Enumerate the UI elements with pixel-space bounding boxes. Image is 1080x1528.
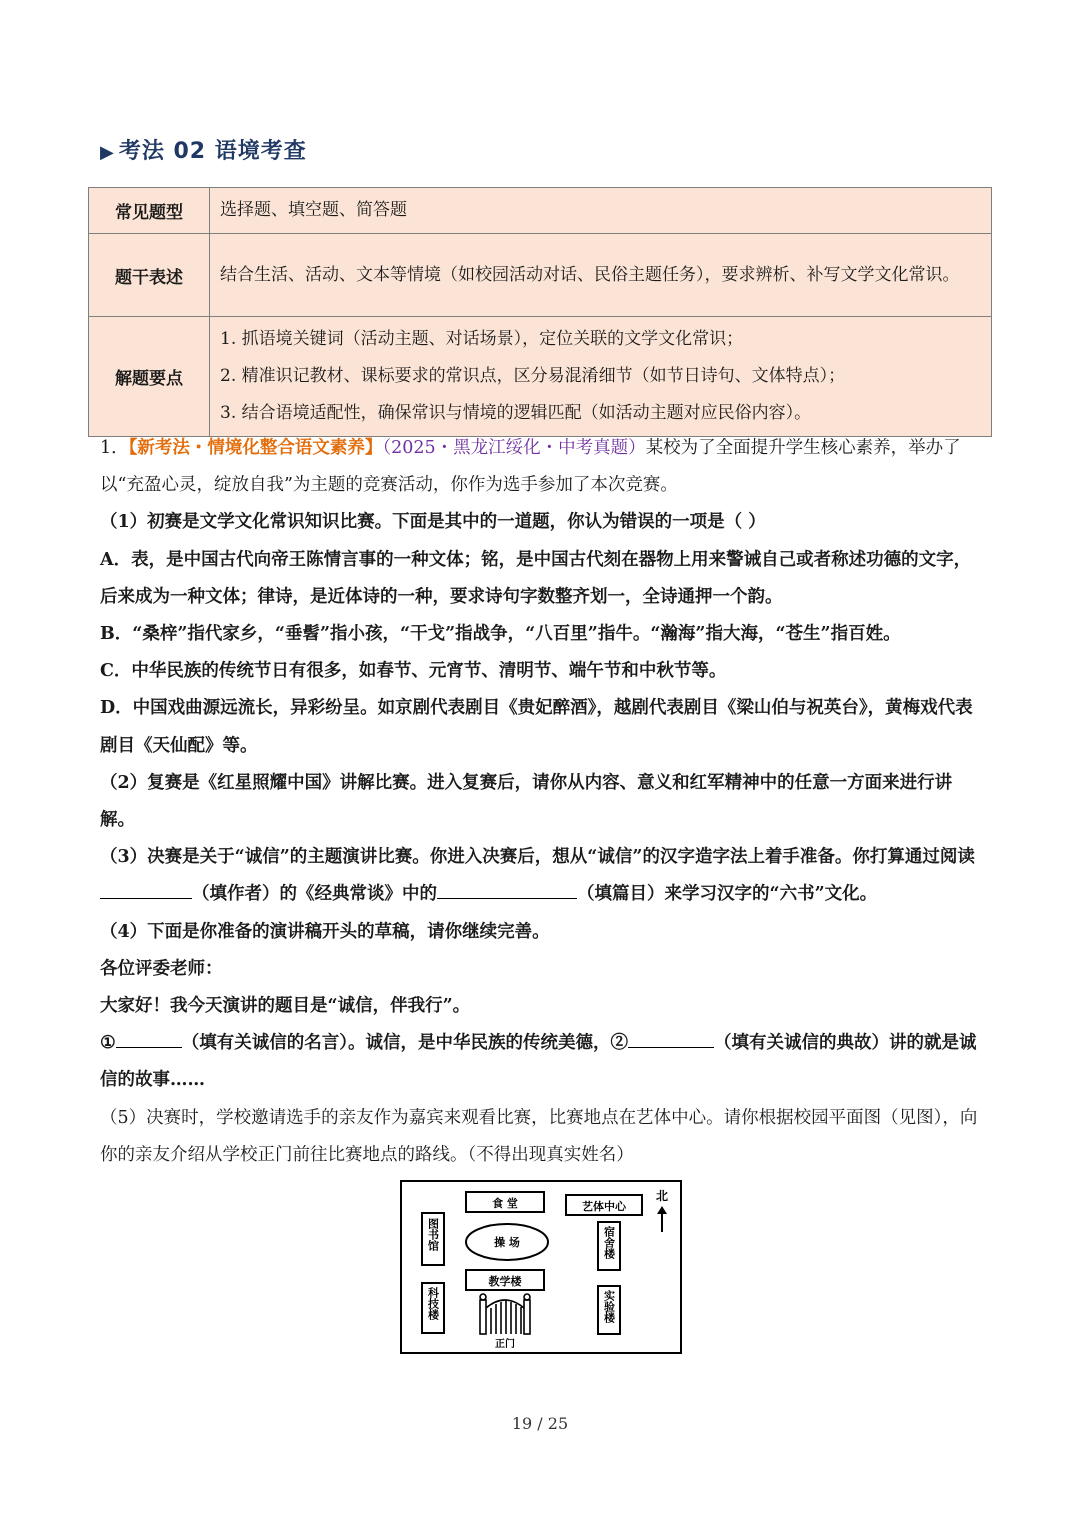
row-value: 结合生活、活动、文本等情境（如校园活动对话、民俗主题任务），要求辨析、补写文学文化常识。 xyxy=(210,234,992,317)
option-c: C．中华民族的传统节日有很多，如春节、元宵节、清明节、端午节和中秋节等。 xyxy=(100,661,727,682)
row-key: 解题要点 xyxy=(89,317,210,437)
row-key: 常见题型 xyxy=(89,188,210,234)
row-key: 题干表述 xyxy=(89,234,210,317)
info-table xyxy=(88,187,992,437)
author-blank[interactable] xyxy=(100,878,192,899)
subquestion-3: （3）决赛是关于“诚信”的主题演讲比赛。你进入决赛后，想从“诚信”的汉字造字法上着手准备。你打算通过阅读（填作者）的《经典常谈》中的 （填篇目）来学习汉字的“六书”文化。 xyxy=(100,847,975,905)
question-number: 1． xyxy=(100,438,129,458)
row-value xyxy=(210,317,992,437)
gate-icon xyxy=(480,1294,530,1334)
option-a: A．表，是中国古代向帝王陈情言事的一种文体；铭，是中国古代刻在器物上用来警诫自己或者称述功德的文字，后来成为一种文体；律诗，是近体诗的一种，要求诗句字数整齐划一，全诗通押一个韵。 xyxy=(100,549,972,607)
arts-center-label: 艺体中心 xyxy=(582,1200,626,1213)
triangle-bullet-icon: ▶ xyxy=(100,142,115,163)
north-arrowhead-icon xyxy=(657,1206,667,1214)
speech-line: 各位评委老师： xyxy=(100,958,223,979)
question-source: （2025・黑龙江绥化・中考真题） xyxy=(382,438,646,458)
table-row xyxy=(89,234,992,317)
story-blank[interactable] xyxy=(628,1027,714,1048)
subquestion-1: （1）初赛是文学文化常识知识比赛。下面是其中的一道题，你认为错误的一项是（ ） xyxy=(100,512,766,533)
gate-label: 正门 xyxy=(495,1339,515,1350)
speech-line: ① （填有关诚信的名言）。诚信，是中华民族的传统美德，② （填有关诚信的典故）讲的就是诚信的故事…… xyxy=(100,1025,984,1099)
teaching-building-label: 教学楼 xyxy=(488,1275,522,1288)
tip-line: 1. 抓语境关键词（活动主题、对话场景），定位关联的文学文化常识； xyxy=(220,329,744,349)
tech-building-label: 科技楼 xyxy=(426,1287,440,1320)
canteen-label: 食 堂 xyxy=(492,1197,518,1210)
section-title: 考法 02 语境考查 xyxy=(118,139,307,164)
question-intro: 1．【新考法・情境化整合语文素养】（2025・黑龙江绥化・中考真题）某校为了全面提升学生核心素养，举办了以“充盈心灵，绽放自我”为主题的竞赛活动，你作为选手参加了本次竞赛。 xyxy=(100,438,961,496)
library-label: 图书馆 xyxy=(426,1218,440,1251)
question-tag: 【新考法・情境化整合语文素养】 xyxy=(128,438,383,458)
table-row xyxy=(89,188,992,234)
tip-line: 2. 精准识记教材、课标要求的常识点，区分易混淆细节（如节日诗句、文体特点）； xyxy=(220,366,846,386)
row-value: 选择题、填空题、简答题 xyxy=(210,188,992,234)
speech-line: 大家好！我今天演讲的题目是“诚信，伴我行”。 xyxy=(100,996,471,1017)
north-label: 北 xyxy=(655,1189,669,1203)
tip-line: 3. 结合语境适配性，确保常识与情境的逻辑匹配（如活动主题对应民俗内容）。 xyxy=(220,403,812,423)
quote-blank[interactable] xyxy=(116,1027,182,1048)
table-row xyxy=(89,317,992,437)
chapter-blank[interactable] xyxy=(437,878,577,899)
option-b: B．“桑梓”指代家乡，“垂髫”指小孩，“干戈”指战争，“八百里”指牛。“瀚海”指大海，“苍生”指百姓。 xyxy=(100,624,901,645)
campus-map xyxy=(400,1180,682,1355)
dorm-label: 宿舍楼 xyxy=(602,1226,616,1259)
question-body xyxy=(100,430,984,1174)
lab-building-label: 实验楼 xyxy=(602,1290,616,1323)
section-heading xyxy=(100,134,307,165)
page-number: 19 / 25 xyxy=(511,1414,569,1433)
subquestion-4: （4）下面是你准备的演讲稿开头的草稿，请你继续完善。 xyxy=(100,921,550,942)
sports-field-label: 操 场 xyxy=(494,1236,520,1249)
option-d: D．中国戏曲源远流长，异彩纷呈。如京剧代表剧目《贵妃醉酒》，越剧代表剧目《梁山伯与祝英台》，黄梅戏代表剧目《天仙配》等。 xyxy=(100,698,973,756)
subquestion-5: （5）决赛时，学校邀请选手的亲友作为嘉宾来观看比赛，比赛地点在艺体中心。请你根据校园平面图（见图），向你的亲友介绍从学校正门前往比赛地点的路线。（不得出现真实姓名） xyxy=(100,1107,978,1165)
subquestion-2: （2）复赛是《红星照耀中国》讲解比赛。进入复赛后，请你从内容、意义和红军精神中的任意一方面来进行讲解。 xyxy=(100,772,953,831)
